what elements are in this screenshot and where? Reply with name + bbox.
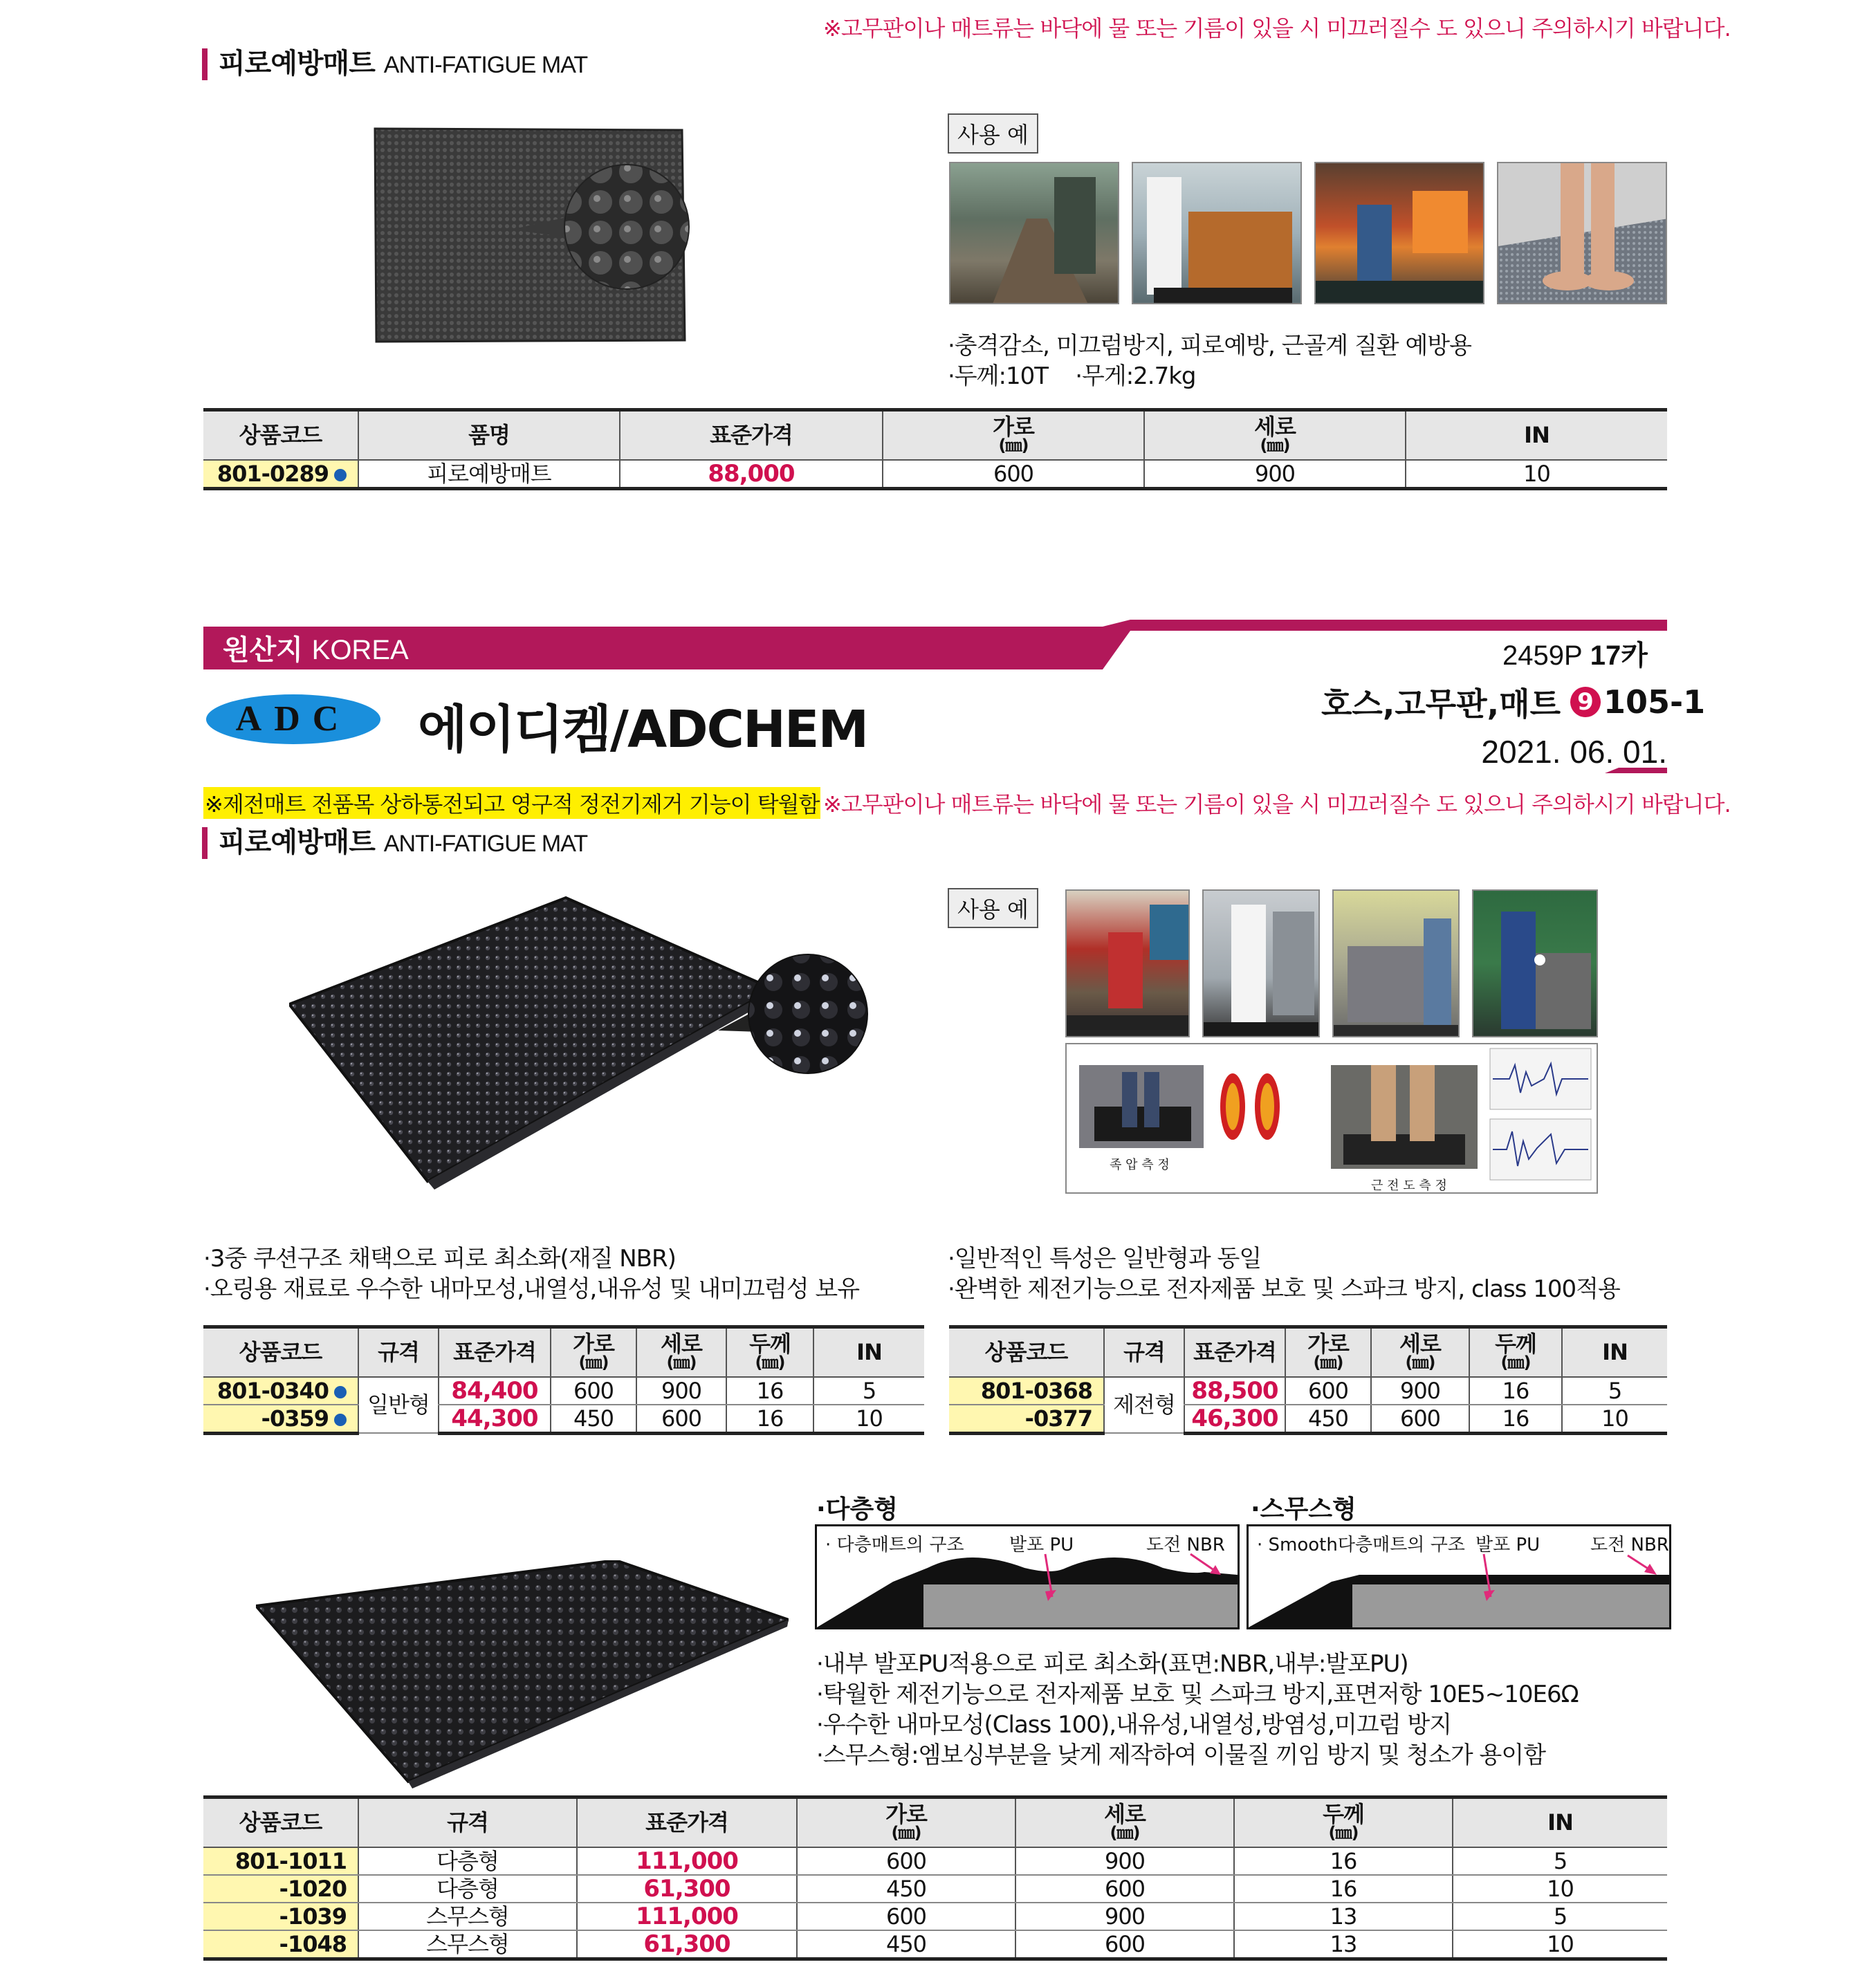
table-cell: 다층형 xyxy=(358,1847,577,1875)
table-cell: 900 xyxy=(1144,460,1406,489)
measurement-figure xyxy=(1065,1043,1598,1194)
product-code: 801-1011 xyxy=(203,1847,358,1875)
table-cell: 16 xyxy=(1469,1405,1562,1434)
antistatic-note: ※제전매트 전품목 상하통전되고 영구적 정전기제거 기능이 탁월함 xyxy=(203,787,820,819)
table-cell: 16 xyxy=(1234,1847,1453,1875)
table-cell: 16 xyxy=(1234,1875,1453,1903)
origin-label: 원산지 KOREA xyxy=(223,634,409,666)
spec-table-multilayer xyxy=(203,1795,1667,1961)
col-header: 상품코드 xyxy=(949,1327,1104,1377)
usage-photo-furnace xyxy=(1314,162,1484,304)
stock-dot-icon xyxy=(334,1386,347,1398)
price-cell: 61,300 xyxy=(577,1875,797,1903)
table-cell: 13 xyxy=(1234,1903,1453,1930)
col-header: 가로 (㎜) xyxy=(883,410,1144,460)
table-cell: 600 xyxy=(797,1903,1015,1930)
nbr-label: 도전 NBR xyxy=(1590,1535,1669,1555)
origin-banner xyxy=(203,618,1667,669)
col-header: 상품코드 xyxy=(203,1327,358,1377)
feature-item: ·3중 쿠션구조 채택으로 피로 최소화(재질 NBR) xyxy=(203,1245,676,1273)
table-row xyxy=(949,1377,1667,1405)
table-cell: 600 xyxy=(1285,1377,1371,1405)
structure-label: · Smooth다층매트의 구조 xyxy=(1257,1535,1465,1555)
product-code: -0359 xyxy=(203,1405,358,1434)
pu-label: 발포 PU xyxy=(1009,1535,1074,1555)
col-header: 두께 (㎜) xyxy=(726,1327,813,1377)
table-cell: 다층형 xyxy=(358,1875,577,1903)
table-cell: 600 xyxy=(883,460,1144,489)
col-header: 규격 xyxy=(1104,1327,1184,1377)
col-header: 품명 xyxy=(358,410,620,460)
price-cell: 61,300 xyxy=(577,1930,797,1959)
col-header: 상품코드 xyxy=(203,1797,358,1847)
table-cell: 600 xyxy=(1371,1405,1469,1434)
feature-list-antistatic xyxy=(948,1244,1620,1304)
usage-photo-factory-line xyxy=(949,162,1119,304)
smooth-structure-diagram xyxy=(1247,1524,1671,1629)
section-title-ko: 피로예방매트 xyxy=(219,48,375,80)
structure-label: · 다층매트의 구조 xyxy=(825,1535,964,1555)
stock-dot-icon xyxy=(334,469,347,481)
usage-photo-machine-operator xyxy=(1332,889,1460,1037)
product-code: -1048 xyxy=(203,1930,358,1959)
section-title-mid: 피로예방매트 ANTI-FATIGUE MAT xyxy=(202,827,587,859)
table-cell: 600 xyxy=(1015,1875,1234,1903)
product-image-mat-2 xyxy=(289,885,898,1190)
col-header: 세로 (㎜) xyxy=(1015,1797,1234,1847)
spec-cell: 일반형 xyxy=(358,1377,439,1434)
col-header: 표준가격 xyxy=(577,1797,797,1847)
product-image-mat-1 xyxy=(372,126,690,344)
price-cell: 84,400 xyxy=(439,1377,551,1405)
feature-item: ·두께:10T ·무게:2.7kg xyxy=(948,362,1196,390)
col-header: 세로 (㎜) xyxy=(636,1327,726,1377)
product-code: -0377 xyxy=(949,1405,1104,1434)
col-header: 규격 xyxy=(358,1797,577,1847)
col-header: 가로 (㎜) xyxy=(551,1327,636,1377)
spec-table-general xyxy=(203,1325,924,1435)
col-header: 두께 (㎜) xyxy=(1234,1797,1453,1847)
section-title-top xyxy=(202,48,587,80)
smooth-title: ·스무스형 xyxy=(1251,1495,1357,1524)
table-cell: 450 xyxy=(797,1930,1015,1959)
slip-warning-mid: ※고무판이나 매트류는 바닥에 물 또는 기름이 있을 시 미끄러질수 도 있으니 주의하시기 바랍니다. xyxy=(823,791,1731,817)
pu-label: 발포 PU xyxy=(1475,1535,1541,1555)
caption-emg: 근 전 도 측 정 xyxy=(1371,1179,1447,1193)
col-header: 세로 (㎜) xyxy=(1371,1327,1469,1377)
col-header: 표준가격 xyxy=(439,1327,551,1377)
table-cell: 10 xyxy=(1562,1405,1667,1434)
usage-photo-cleanroom xyxy=(1202,889,1320,1037)
feature-item: ·내부 발포PU적용으로 피로 최소화(표면:NBR,내부:발포PU) xyxy=(816,1650,1408,1678)
col-header: IN xyxy=(1453,1797,1667,1847)
multi-layer-structure-diagram xyxy=(815,1524,1240,1629)
usage-photo-shop-clerk xyxy=(1065,889,1190,1037)
col-header: 표준가격 xyxy=(620,410,883,460)
price-cell: 88,500 xyxy=(1184,1377,1285,1405)
table-cell: 10 xyxy=(1406,460,1667,489)
table-cell: 600 xyxy=(797,1847,1015,1875)
product-code: 801-0340 xyxy=(203,1377,358,1405)
col-header: 가로 (㎜) xyxy=(797,1797,1015,1847)
table-cell: 600 xyxy=(551,1377,636,1405)
feature-item: ·완벽한 제전기능으로 전자제품 보호 및 스파크 방지, class 100적용 xyxy=(948,1275,1620,1303)
table-cell: 스무스형 xyxy=(358,1903,577,1930)
table-cell: 피로예방매트 xyxy=(358,460,620,489)
col-header: 세로 (㎜) xyxy=(1144,410,1406,460)
col-header: IN xyxy=(813,1327,924,1377)
table-cell: 5 xyxy=(1453,1903,1667,1930)
table-cell: 5 xyxy=(1562,1377,1667,1405)
table-row xyxy=(203,1405,924,1434)
price-cell: 111,000 xyxy=(577,1903,797,1930)
adc-logo xyxy=(205,693,382,746)
date: 2021. 06. 01. xyxy=(1481,734,1667,770)
table-row xyxy=(949,1405,1667,1434)
price-cell: 111,000 xyxy=(577,1847,797,1875)
col-header: 규격 xyxy=(358,1327,439,1377)
usage-label-mid: 사용 예 xyxy=(948,888,1038,928)
category-number-badge: 9 xyxy=(1570,687,1601,717)
usage-photo-laboratory xyxy=(1132,162,1302,304)
col-header: 두께 (㎜) xyxy=(1469,1327,1562,1377)
table-row xyxy=(203,1903,1667,1930)
spec-table-top xyxy=(203,408,1667,490)
table-cell: 900 xyxy=(636,1377,726,1405)
usage-photo-feet-on-mat xyxy=(1497,162,1667,304)
table-cell: 16 xyxy=(726,1377,813,1405)
table-cell: 450 xyxy=(551,1405,636,1434)
table-cell: 10 xyxy=(1453,1875,1667,1903)
price-cell: 44,300 xyxy=(439,1405,551,1434)
feature-item: ·오링용 재료로 우수한 내마모성,내열성,내유성 및 내미끄럼성 보유 xyxy=(203,1275,860,1303)
table-cell: 10 xyxy=(1453,1930,1667,1959)
feature-item: ·충격감소, 미끄럼방지, 피로예방, 근골계 질환 예방용 xyxy=(948,332,1471,360)
multi-layer-title: ·다층형 xyxy=(816,1495,899,1524)
feature-item: ·일반적인 특성은 일반형과 동일 xyxy=(948,1245,1262,1273)
table-cell: 600 xyxy=(1015,1930,1234,1959)
logo-text: ADC xyxy=(235,699,351,739)
table-cell: 450 xyxy=(1285,1405,1371,1434)
table-row xyxy=(203,1847,1667,1875)
table-cell: 스무스형 xyxy=(358,1930,577,1959)
nbr-label: 도전 NBR xyxy=(1146,1535,1225,1555)
table-cell: 900 xyxy=(1015,1903,1234,1930)
category-line: 호스,고무판,매트 9 105-1 xyxy=(1321,683,1706,723)
col-header: 가로 (㎜) xyxy=(1285,1327,1371,1377)
table-row xyxy=(203,1930,1667,1959)
product-code: 801-0289 xyxy=(203,460,358,489)
product-code: 801-0368 xyxy=(949,1377,1104,1405)
col-header: IN xyxy=(1562,1327,1667,1377)
usage-photo-welder xyxy=(1472,889,1598,1037)
slip-warning-top: ※고무판이나 매트류는 바닥에 물 또는 기름이 있을 시 미끄러질수 도 있으니 주의하시기 바랍니다. xyxy=(823,15,1731,41)
table-cell: 5 xyxy=(1453,1847,1667,1875)
table-cell: 10 xyxy=(813,1405,924,1434)
page-reference: 2459P 17카 xyxy=(1502,640,1648,671)
col-header: IN xyxy=(1406,410,1667,460)
product-code: -1020 xyxy=(203,1875,358,1903)
col-header: 상품코드 xyxy=(203,410,358,460)
table-row xyxy=(203,1377,924,1405)
price-cell: 46,300 xyxy=(1184,1405,1285,1434)
spec-table-antistatic xyxy=(949,1325,1667,1435)
section-title-en: ANTI-FATIGUE MAT xyxy=(383,52,588,78)
feature-item: ·우수한 내마모성(Class 100),내유성,내열성,방염성,미끄럼 방지 xyxy=(816,1711,1452,1739)
date-underline xyxy=(1314,765,1667,775)
feature-item: ·스무스형:엠보싱부분을 낮게 제작하여 이물질 끼임 방지 및 청소가 용이함 xyxy=(816,1741,1546,1769)
table-cell: 13 xyxy=(1234,1930,1453,1959)
table-cell: 16 xyxy=(1469,1377,1562,1405)
product-code: -1039 xyxy=(203,1903,358,1930)
table-cell: 600 xyxy=(636,1405,726,1434)
brand-name: 에이디켐/ADCHEM xyxy=(418,700,868,759)
col-header: 표준가격 xyxy=(1184,1327,1285,1377)
stock-dot-icon xyxy=(334,1414,347,1426)
product-image-mat-3 xyxy=(256,1560,789,1788)
spec-cell: 제전형 xyxy=(1104,1377,1184,1434)
table-row xyxy=(203,460,1667,489)
caption-foot-pressure: 족 압 측 정 xyxy=(1110,1158,1170,1172)
table-row xyxy=(203,1875,1667,1903)
table-cell: 450 xyxy=(797,1875,1015,1903)
feature-list-top xyxy=(948,331,1471,391)
table-cell: 900 xyxy=(1371,1377,1469,1405)
table-cell: 16 xyxy=(726,1405,813,1434)
table-cell: 900 xyxy=(1015,1847,1234,1875)
feature-list-multilayer xyxy=(816,1649,1579,1771)
table-cell: 5 xyxy=(813,1377,924,1405)
price-cell: 88,000 xyxy=(620,460,883,489)
usage-label-top: 사용 예 xyxy=(948,113,1038,154)
feature-item: ·탁월한 제전기능으로 전자제품 보호 및 스파크 방지,표면저항 10E5~10E6Ω xyxy=(816,1681,1579,1708)
feature-list-general xyxy=(203,1244,859,1304)
